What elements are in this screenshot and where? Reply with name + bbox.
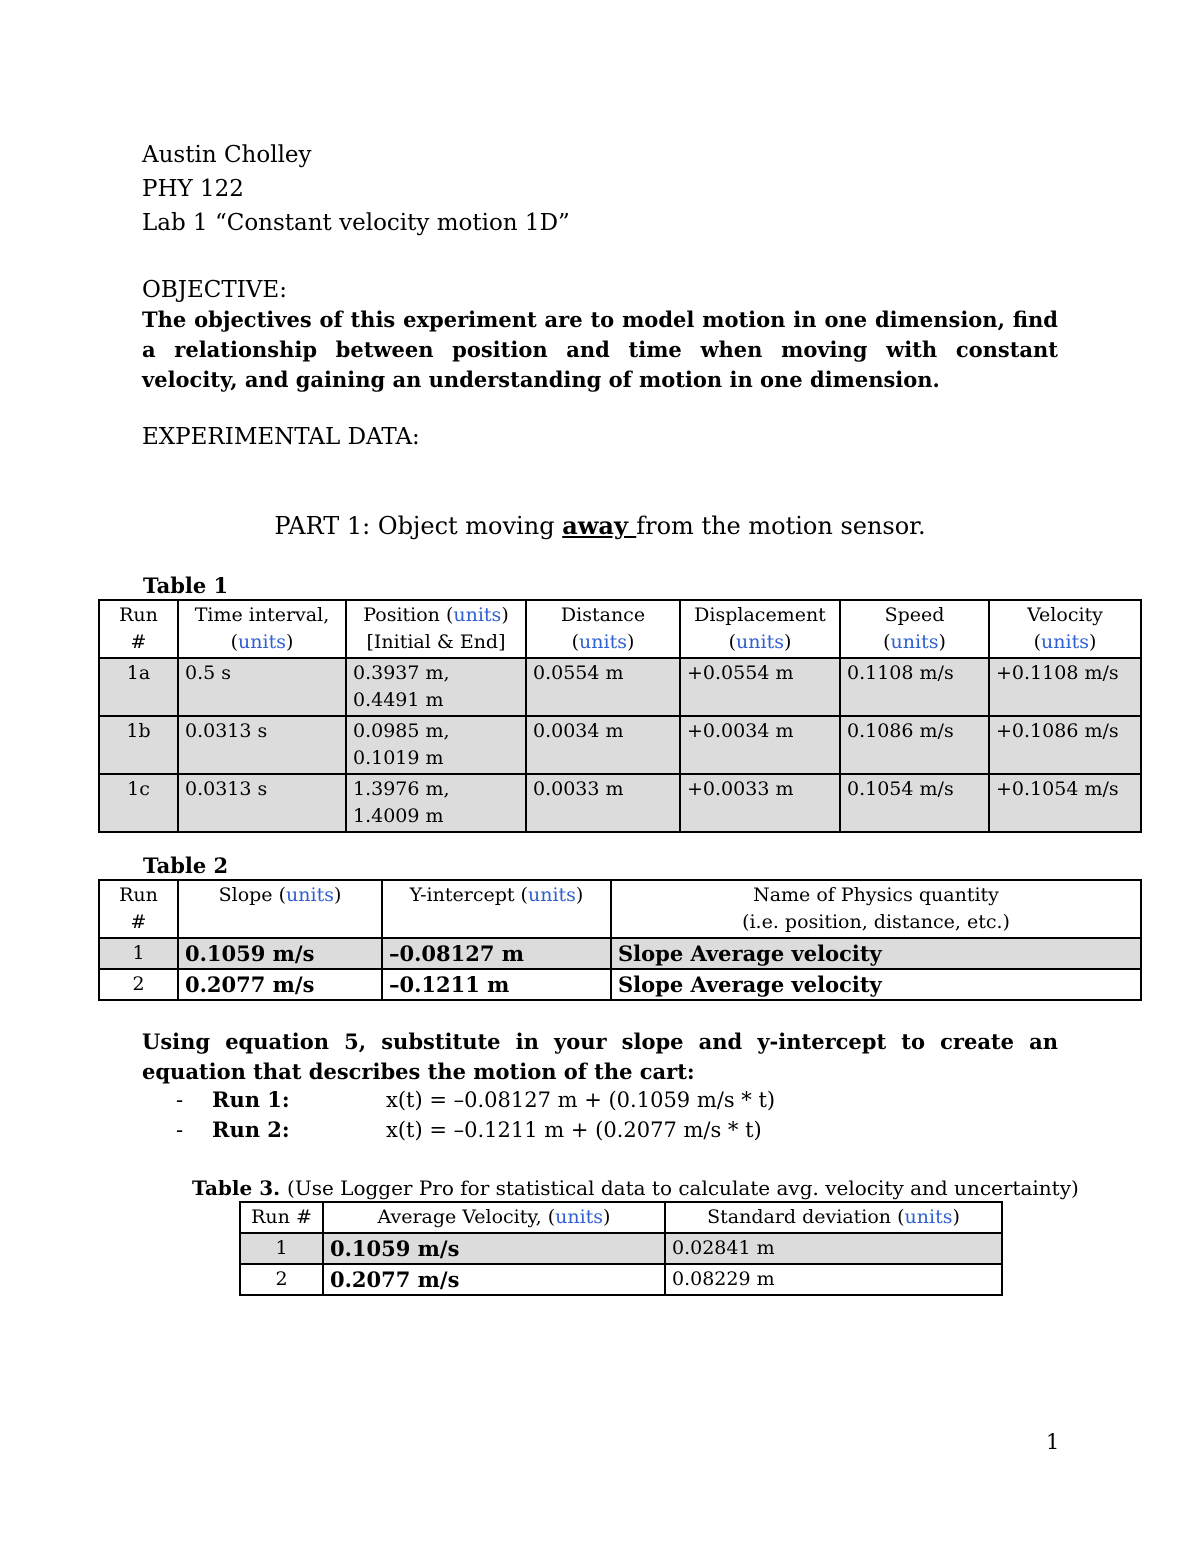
table-row (99, 716, 1141, 774)
t1-run: 1c (99, 774, 178, 832)
table3-header-row (240, 1202, 1002, 1233)
t1-velocity: +0.1086 m/s (989, 716, 1141, 774)
author-name: Austin Cholley (142, 142, 312, 168)
t2-run: 2 (99, 969, 178, 1000)
t1-velocity: +0.1054 m/s (989, 774, 1141, 832)
table2-header-row (99, 880, 1141, 938)
t1-header-displacement: Displacement (units) (680, 600, 840, 658)
t1-header-position: Position (units) [Initial & End] (346, 600, 526, 658)
table3-label: Table 3. (Use Logger Pro for statistical data to calculate avg. velocity and uncertainty) (192, 1176, 1079, 1200)
t3-header-std: Standard deviation (units) (665, 1202, 1002, 1233)
t2-slope: 0.1059 m/s (178, 938, 382, 969)
table-row (99, 969, 1141, 1000)
experimental-data-heading: EXPERIMENTAL DATA: (142, 424, 420, 450)
t1-time: 0.5 s (178, 658, 346, 716)
t3-header-run: Run # (240, 1202, 323, 1233)
t2-slope: 0.2077 m/s (178, 969, 382, 1000)
table1-label: Table 1 (143, 573, 229, 598)
t3-std: 0.02841 m (665, 1233, 1002, 1264)
t1-displacement: +0.0034 m (680, 716, 840, 774)
table1-header-row (99, 600, 1141, 658)
table-row (99, 658, 1141, 716)
t1-position: 1.3976 m, 1.4009 m (346, 774, 526, 832)
t1-displacement: +0.0033 m (680, 774, 840, 832)
t2-quantity: Slope Average velocity (611, 969, 1141, 1000)
t2-run: 1 (99, 938, 178, 969)
t1-distance: 0.0554 m (526, 658, 680, 716)
table3 (239, 1201, 1003, 1296)
t1-position: 0.0985 m, 0.1019 m (346, 716, 526, 774)
table2 (98, 879, 1142, 1001)
t1-velocity: +0.1108 m/s (989, 658, 1141, 716)
objective-heading: OBJECTIVE: (142, 277, 287, 303)
t1-run: 1a (99, 658, 178, 716)
t1-displacement: +0.0554 m (680, 658, 840, 716)
t1-header-time: Time interval, (units) (178, 600, 346, 658)
t1-speed: 0.1054 m/s (840, 774, 989, 832)
course-code: PHY 122 (142, 176, 244, 202)
t1-speed: 0.1108 m/s (840, 658, 989, 716)
part1-title: PART 1: Object moving away from the motion sensor. (274, 511, 926, 540)
t1-position: 0.3937 m, 0.4491 m (346, 658, 526, 716)
t1-distance: 0.0033 m (526, 774, 680, 832)
t2-header-run: Run # (99, 880, 178, 938)
t2-quantity: Slope Average velocity (611, 938, 1141, 969)
t2-header-yint: Y-intercept (units) (382, 880, 611, 938)
t1-speed: 0.1086 m/s (840, 716, 989, 774)
t1-header-run: Run # (99, 600, 178, 658)
lab-prefix: Lab 1 (142, 210, 208, 236)
t1-run: 1b (99, 716, 178, 774)
table2-label: Table 2 (143, 853, 229, 878)
t2-yint: –0.1211 m (382, 969, 611, 1000)
table-row (99, 774, 1141, 832)
page-number: 1 (1046, 1430, 1060, 1454)
t1-header-distance: Distance (units) (526, 600, 680, 658)
objective-text: The objectives of this experiment are to model motion in one dimension, find a relationship between position and time when moving with constant velocity, and gaining an understanding of motion in one dimension. (142, 307, 1058, 392)
t1-header-speed: Speed (units) (840, 600, 989, 658)
t3-avg: 0.2077 m/s (323, 1264, 665, 1295)
table3-note: (Use Logger Pro for statistical data to calculate avg. velocity and uncertainty) (287, 1176, 1079, 1200)
t2-header-slope: Slope (units) (178, 880, 382, 938)
table-row (240, 1233, 1002, 1264)
t2-header-name: Name of Physics quantity (i.e. position, distance, etc.) (611, 880, 1141, 938)
t1-header-velocity: Velocity (units) (989, 600, 1141, 658)
t1-time: 0.0313 s (178, 774, 346, 832)
table-row (240, 1264, 1002, 1295)
table-row (99, 938, 1141, 969)
table1 (98, 599, 1142, 833)
equations-intro: Using equation 5, substitute in your slope and y-intercept to create an equation that describes the motion of the cart: (142, 1029, 1058, 1084)
t1-distance: 0.0034 m (526, 716, 680, 774)
lab-title (142, 208, 570, 238)
t3-std: 0.08229 m (665, 1264, 1002, 1295)
t3-run: 2 (240, 1264, 323, 1295)
lab-name: “Constant velocity motion 1D” (214, 210, 570, 236)
t1-time: 0.0313 s (178, 716, 346, 774)
t3-run: 1 (240, 1233, 323, 1264)
t3-header-avg: Average Velocity, (units) (323, 1202, 665, 1233)
t3-avg: 0.1059 m/s (323, 1233, 665, 1264)
t2-yint: –0.08127 m (382, 938, 611, 969)
